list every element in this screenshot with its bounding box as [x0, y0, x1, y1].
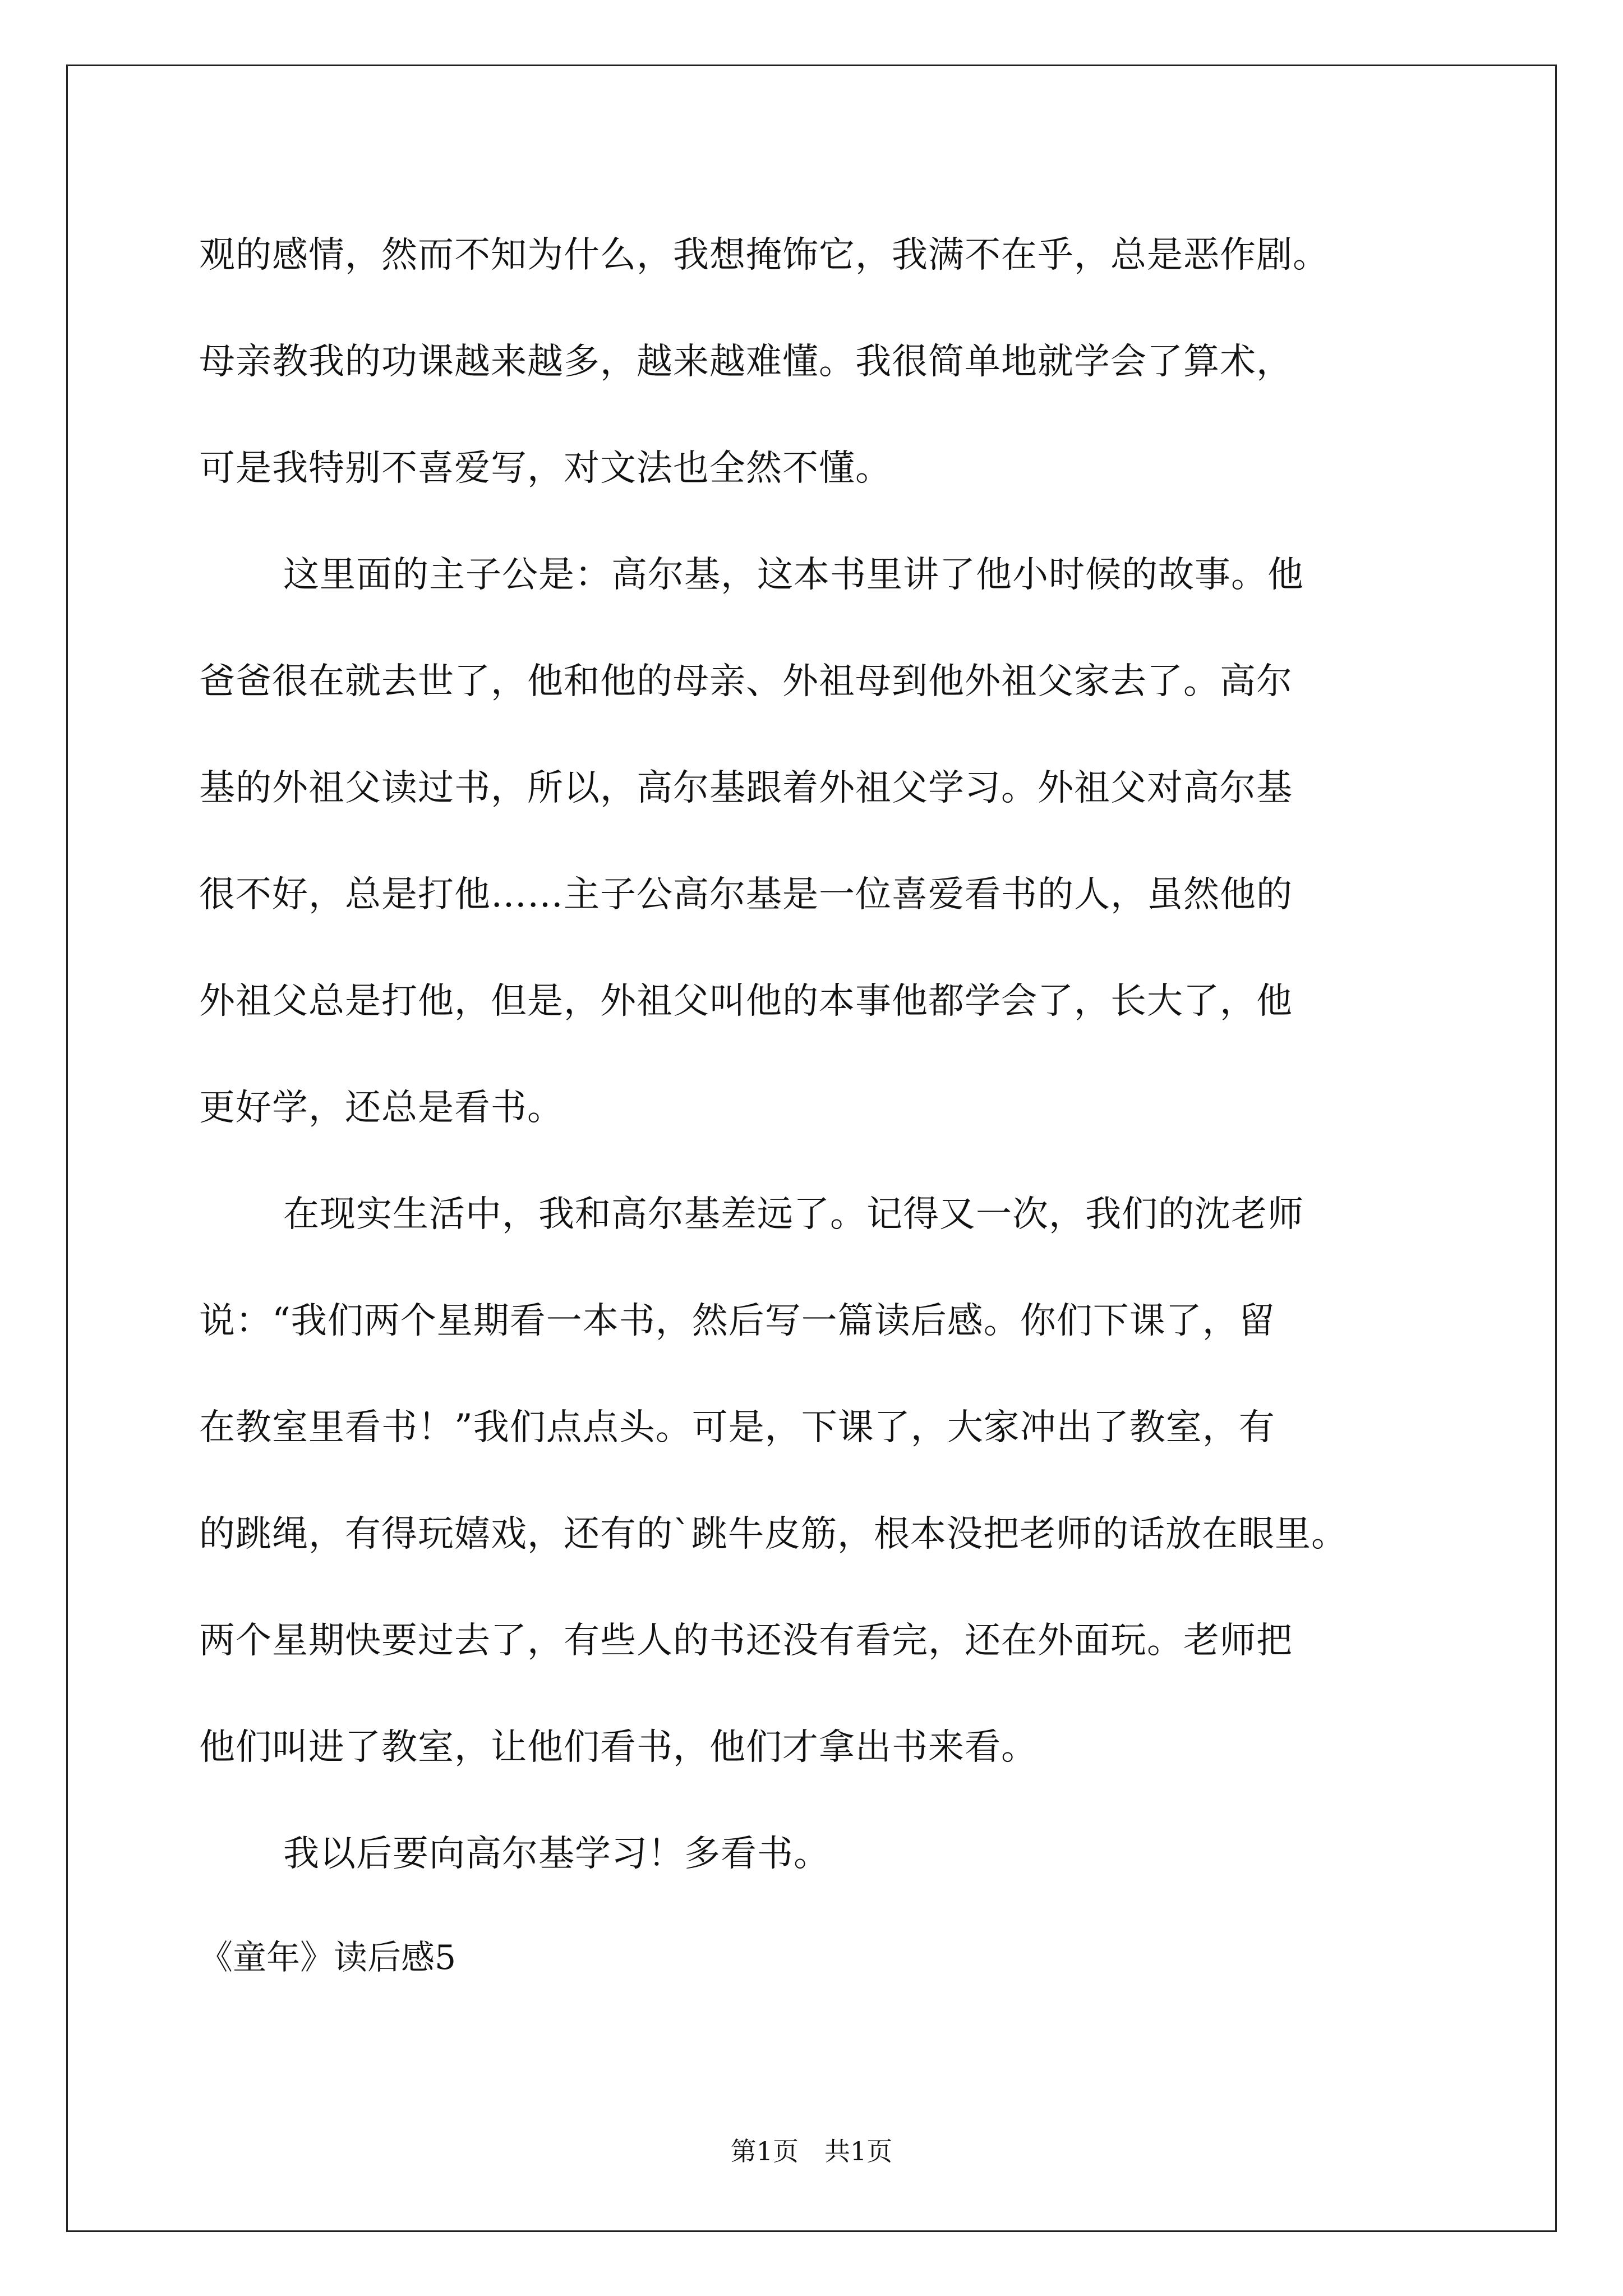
paragraph-start-line: 我以后要向高尔基学习！多看书。	[283, 1833, 830, 1875]
body-line: 他们叫进了教室，让他们看书，他们才拿出书来看。	[199, 1727, 1038, 1768]
body-line: 很不好，总是打他……主子公高尔基是一位喜爱看书的人，虽然他的	[199, 874, 1293, 915]
body-line: 在教室里看书！”我们点点头。可是，下课了，大家冲出了教室，有	[199, 1407, 1275, 1448]
section-title: 《童年》读后感5	[199, 1938, 457, 1977]
body-line: 爸爸很在就去世了，他和他的母亲、外祖母到他外祖父家去了。高尔	[199, 661, 1293, 702]
paragraph-start-line: 这里面的主子公是：高尔基，这本书里讲了他小时候的故事。他	[283, 554, 1304, 596]
body-line: 外祖父总是打他，但是，外祖父叫他的本事他都学会了，长大了，他	[199, 981, 1293, 1022]
document-body	[199, 202, 1450, 2008]
body-line: 的跳绳，有得玩嬉戏，还有的`跳牛皮筋，根本没把老师的话放在眼里。	[199, 1513, 1348, 1555]
paragraph-start-line: 在现实生活中，我和高尔基差远了。记得又一次，我们的沈老师	[283, 1194, 1304, 1235]
body-line: 更好学，还总是看书。	[199, 1087, 564, 1129]
body-line: 母亲教我的功课越来越多，越来越难懂。我很简单地就学会了算术，	[199, 341, 1293, 383]
body-line: 说：“我们两个星期看一本书，然后写一篇读后感。你们下课了，留	[199, 1300, 1275, 1342]
body-line: 观的感情，然而不知为什么，我想掩饰它，我满不在乎，总是恶作剧。	[199, 234, 1329, 276]
body-line: 基的外祖父读过书，所以，高尔基跟着外祖父学习。外祖父对高尔基	[199, 767, 1293, 809]
body-line: 两个星期快要过去了，有些人的书还没有看完，还在外面玩。老师把	[199, 1620, 1293, 1662]
body-line: 可是我特别不喜爱写，对文法也全然不懂。	[199, 448, 892, 489]
page-footer: 第1页 共1页	[730, 2136, 893, 2166]
